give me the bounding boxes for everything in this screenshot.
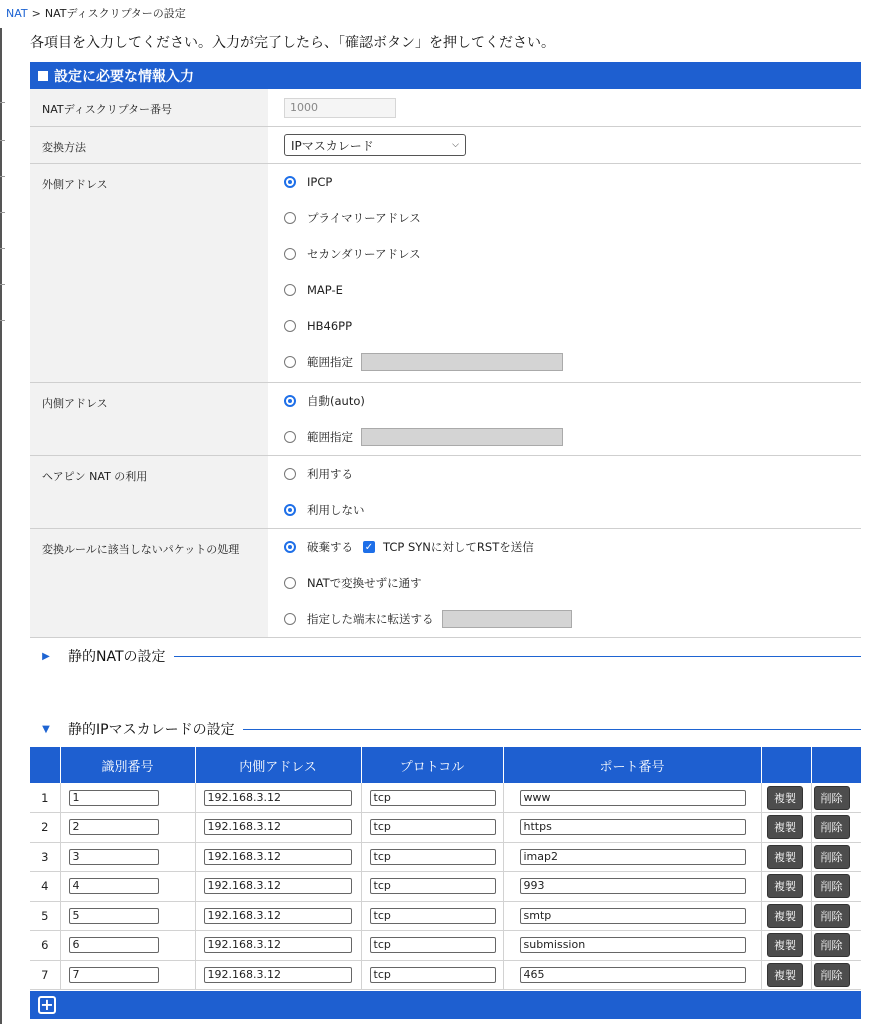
radio-selected-icon[interactable]	[284, 504, 296, 516]
row-index: 7	[30, 960, 60, 990]
delete-button[interactable]: 削除	[814, 815, 850, 839]
outer-option-primary[interactable]	[268, 200, 861, 236]
breadcrumb-link-nat[interactable]: NAT	[6, 7, 28, 20]
radio-icon[interactable]	[284, 284, 296, 296]
table-row	[30, 842, 861, 872]
option-label: 自動(auto)	[307, 394, 365, 408]
outer-option-ipcp[interactable]	[268, 164, 861, 200]
conversion-label: 変換方法	[30, 127, 268, 163]
inner-address-input[interactable]: 192.168.3.12	[204, 790, 352, 806]
copy-cell	[761, 872, 811, 902]
table-row	[30, 901, 861, 931]
address-cell	[195, 872, 361, 902]
inner-address-row	[30, 383, 861, 456]
table-row	[30, 960, 861, 990]
id-input[interactable]: 7	[69, 967, 159, 983]
copy-button[interactable]: 複製	[767, 815, 803, 839]
settings-panel	[30, 62, 861, 638]
inner-address-input[interactable]: 192.168.3.12	[204, 819, 352, 835]
descriptor-number-input[interactable]: 1000	[284, 98, 396, 118]
port-cell	[503, 842, 761, 872]
row-index: 4	[30, 872, 60, 902]
inner-address-input[interactable]: 192.168.3.12	[204, 849, 352, 865]
outer-option-range[interactable]	[268, 344, 861, 380]
inner-option-range[interactable]	[268, 419, 861, 455]
outer-address-label: 外側アドレス	[30, 164, 268, 382]
table-row	[30, 931, 861, 961]
id-cell	[60, 783, 195, 813]
delete-button[interactable]: 削除	[814, 904, 850, 928]
delete-button[interactable]: 削除	[814, 786, 850, 810]
inner-range-input[interactable]	[361, 428, 563, 446]
outer-option-mape[interactable]	[268, 272, 861, 308]
radio-icon[interactable]	[284, 577, 296, 589]
descriptor-row	[30, 89, 861, 127]
address-cell	[195, 842, 361, 872]
id-cell	[60, 842, 195, 872]
copy-cell	[761, 960, 811, 990]
protocol-input[interactable]: tcp	[370, 908, 496, 924]
protocol-input[interactable]: tcp	[370, 790, 496, 806]
protocol-input[interactable]: tcp	[370, 819, 496, 835]
panel-title: 設定に必要な情報入力	[54, 68, 194, 85]
delete-button[interactable]: 削除	[814, 874, 850, 898]
copy-header	[761, 747, 811, 783]
forward-host-input[interactable]	[442, 610, 572, 628]
left-edge-mark	[0, 320, 5, 321]
delete-button[interactable]: 削除	[814, 845, 850, 869]
outer-option-hb46pp[interactable]	[268, 308, 861, 344]
id-input[interactable]: 1	[69, 790, 159, 806]
copy-button[interactable]: 複製	[767, 963, 803, 987]
option-label: セカンダリーアドレス	[307, 247, 421, 261]
option-label: 範囲指定	[307, 430, 353, 444]
left-edge-mark	[0, 140, 5, 141]
protocol-input[interactable]: tcp	[370, 967, 496, 983]
protocol-cell	[361, 901, 503, 931]
address-cell	[195, 960, 361, 990]
address-cell	[195, 783, 361, 813]
add-row-bar	[30, 991, 861, 1019]
left-edge-mark	[0, 284, 5, 285]
outer-range-input[interactable]	[361, 353, 563, 371]
unmatched-packet-label: 変換ルールに該当しないパケットの処理	[30, 529, 268, 637]
id-cell	[60, 960, 195, 990]
port-cell	[503, 931, 761, 961]
panel-header	[30, 62, 861, 89]
id-header: 識別番号	[60, 747, 195, 783]
protocol-header: プロトコル	[361, 747, 503, 783]
protocol-cell	[361, 783, 503, 813]
protocol-cell	[361, 872, 503, 902]
hairpin-row	[30, 456, 861, 529]
left-edge-mark	[0, 102, 5, 103]
inner-address-input[interactable]: 192.168.3.12	[204, 967, 352, 983]
conversion-value-cell	[268, 127, 861, 163]
section-divider	[243, 729, 861, 730]
hairpin-label: ヘアピン NAT の利用	[30, 456, 268, 528]
protocol-input[interactable]: tcp	[370, 849, 496, 865]
rst-checkbox-label: TCP SYNに対してRSTを送信	[383, 540, 534, 554]
port-input[interactable]: 465	[520, 967, 746, 983]
option-label: IPCP	[307, 175, 333, 189]
delete-cell	[811, 960, 861, 990]
option-label: MAP-E	[307, 283, 343, 297]
inner-address-label: 内側アドレス	[30, 383, 268, 455]
row-index: 3	[30, 842, 60, 872]
protocol-cell	[361, 960, 503, 990]
id-cell	[60, 931, 195, 961]
option-label: プライマリーアドレス	[307, 211, 421, 225]
breadcrumb	[6, 5, 186, 21]
option-label: 破棄する	[307, 540, 353, 554]
id-input[interactable]: 5	[69, 908, 159, 924]
triangle-right-icon[interactable]: ▶	[42, 650, 50, 662]
unmatched-option-discard[interactable]	[268, 529, 861, 565]
protocol-cell	[361, 813, 503, 843]
plus-icon[interactable]: +	[38, 996, 56, 1014]
intro-text: 各項目を入力してください。入力が完了したら、「確認ボタン」を押してください。	[30, 35, 555, 51]
inner-address-input[interactable]: 192.168.3.12	[204, 908, 352, 924]
option-label: 利用しない	[307, 503, 365, 517]
copy-cell	[761, 931, 811, 961]
table-header-row	[30, 747, 861, 783]
radio-icon[interactable]	[284, 431, 296, 443]
breadcrumb-current: NATディスクリプターの設定	[44, 7, 186, 20]
protocol-input[interactable]: tcp	[370, 937, 496, 953]
inner-address-header: 内側アドレス	[195, 747, 361, 783]
left-edge-mark	[0, 176, 5, 177]
index-header	[30, 747, 60, 783]
radio-icon[interactable]	[284, 212, 296, 224]
id-input[interactable]: 6	[69, 937, 159, 953]
static-masquerade-title: 静的IPマスカレードの設定	[68, 722, 235, 738]
option-label: 利用する	[307, 467, 353, 481]
row-index: 6	[30, 931, 60, 961]
descriptor-label: NATディスクリプター番号	[30, 89, 268, 126]
port-cell	[503, 813, 761, 843]
breadcrumb-separator: >	[31, 7, 41, 20]
port-input[interactable]: smtp	[520, 908, 746, 924]
protocol-input[interactable]: tcp	[370, 878, 496, 894]
delete-cell	[811, 783, 861, 813]
port-cell	[503, 783, 761, 813]
option-label: HB46PP	[307, 319, 353, 333]
option-label: NATで変換せずに通す	[307, 576, 422, 590]
copy-button[interactable]: 複製	[767, 845, 803, 869]
conversion-method-select[interactable]	[284, 134, 466, 156]
inner-address-input[interactable]: 192.168.3.12	[204, 937, 352, 953]
delete-header	[811, 747, 861, 783]
square-icon	[38, 71, 48, 81]
address-cell	[195, 931, 361, 961]
port-input[interactable]: www	[520, 790, 746, 806]
radio-selected-icon[interactable]	[284, 541, 296, 553]
port-cell	[503, 960, 761, 990]
address-cell	[195, 813, 361, 843]
static-masquerade-section[interactable]	[30, 717, 861, 741]
id-cell	[60, 901, 195, 931]
radio-icon[interactable]	[284, 468, 296, 480]
outer-option-secondary[interactable]	[268, 236, 861, 272]
checkbox-checked-icon[interactable]: ✓	[364, 541, 374, 553]
hairpin-options	[268, 456, 861, 528]
static-nat-section[interactable]	[30, 644, 861, 668]
protocol-cell	[361, 931, 503, 961]
delete-cell	[811, 901, 861, 931]
port-input[interactable]: https	[520, 819, 746, 835]
outer-address-options	[268, 164, 861, 382]
address-cell	[195, 901, 361, 931]
inner-address-options	[268, 383, 861, 455]
row-index: 1	[30, 783, 60, 813]
conversion-method-value: IPマスカレード	[291, 138, 374, 153]
left-edge-border	[0, 28, 2, 1024]
copy-button[interactable]: 複製	[767, 904, 803, 928]
delete-cell	[811, 842, 861, 872]
outer-address-row	[30, 164, 861, 383]
hairpin-option-no-use[interactable]	[268, 492, 861, 528]
delete-button[interactable]: 削除	[814, 963, 850, 987]
port-header: ポート番号	[503, 747, 761, 783]
inner-address-input[interactable]: 192.168.3.12	[204, 878, 352, 894]
id-cell	[60, 872, 195, 902]
triangle-down-icon[interactable]: ▼	[42, 723, 50, 735]
delete-cell	[811, 872, 861, 902]
table-row	[30, 813, 861, 843]
conversion-row	[30, 127, 861, 164]
protocol-cell	[361, 842, 503, 872]
left-edge-mark	[0, 248, 5, 249]
id-input[interactable]: 3	[69, 849, 159, 865]
radio-icon[interactable]	[284, 356, 296, 368]
section-divider	[174, 656, 861, 657]
copy-cell	[761, 901, 811, 931]
chevron-down-icon: ⌵	[452, 140, 459, 150]
unmatched-option-pass[interactable]	[268, 565, 861, 601]
unmatched-option-forward[interactable]	[268, 601, 861, 637]
copy-cell	[761, 783, 811, 813]
delete-cell	[811, 931, 861, 961]
radio-selected-icon[interactable]	[284, 176, 296, 188]
id-cell	[60, 813, 195, 843]
option-label: 指定した端末に転送する	[307, 612, 434, 626]
copy-cell	[761, 813, 811, 843]
table-row	[30, 872, 861, 902]
static-masquerade-table	[30, 747, 861, 990]
inner-option-auto[interactable]	[268, 383, 861, 419]
unmatched-packet-row	[30, 529, 861, 638]
radio-icon[interactable]	[284, 320, 296, 332]
id-input[interactable]: 2	[69, 819, 159, 835]
hairpin-option-use[interactable]	[268, 456, 861, 492]
port-input[interactable]: submission	[520, 937, 746, 953]
radio-selected-icon[interactable]	[284, 395, 296, 407]
static-nat-title: 静的NATの設定	[68, 649, 166, 665]
row-index: 5	[30, 901, 60, 931]
copy-cell	[761, 842, 811, 872]
copy-button[interactable]: 複製	[767, 786, 803, 810]
option-label: 範囲指定	[307, 355, 353, 369]
table-row	[30, 783, 861, 813]
row-index: 2	[30, 813, 60, 843]
port-cell	[503, 872, 761, 902]
copy-button[interactable]: 複製	[767, 874, 803, 898]
port-cell	[503, 901, 761, 931]
delete-cell	[811, 813, 861, 843]
radio-icon[interactable]	[284, 613, 296, 625]
unmatched-packet-options	[268, 529, 861, 637]
descriptor-value-cell	[268, 89, 861, 126]
left-edge-mark	[0, 212, 5, 213]
radio-icon[interactable]	[284, 248, 296, 260]
port-input[interactable]: imap2	[520, 849, 746, 865]
id-input[interactable]: 4	[69, 878, 159, 894]
copy-button[interactable]: 複製	[767, 933, 803, 957]
delete-button[interactable]: 削除	[814, 933, 850, 957]
port-input[interactable]: 993	[520, 878, 746, 894]
